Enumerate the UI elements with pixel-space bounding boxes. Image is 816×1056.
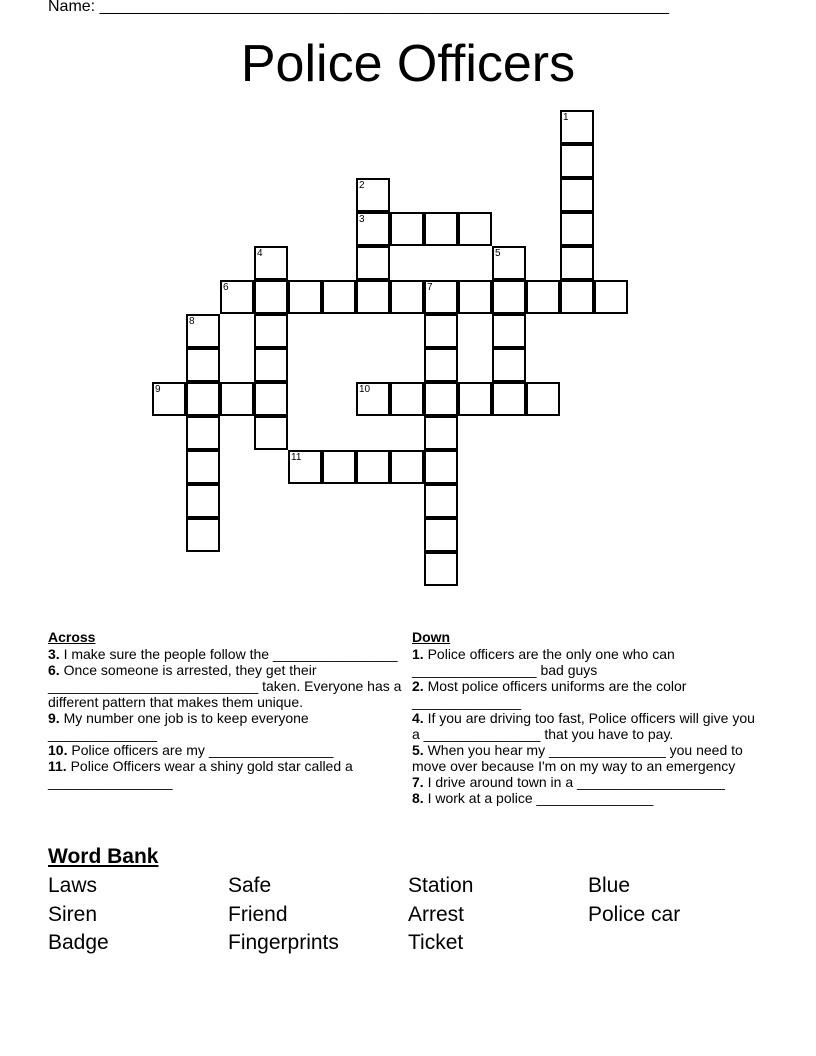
crossword-cell[interactable] — [560, 144, 594, 178]
crossword-cell[interactable] — [390, 280, 424, 314]
clue-number: 11. — [48, 758, 67, 774]
clue-down-1 — [412, 646, 762, 678]
across-heading: Across — [48, 629, 96, 645]
clue-number: 1. — [412, 646, 424, 662]
crossword-cell[interactable] — [186, 416, 220, 450]
clue-text: Once someone is arrested, they get their ___________________________ taken. Everyone has a different pattern that makes them unique. — [48, 662, 402, 710]
crossword-cell[interactable] — [560, 280, 594, 314]
clue-text: Most police officers uniforms are the color ______________ — [412, 678, 687, 710]
clue-number: 5. — [412, 742, 424, 758]
clue-across-11 — [48, 758, 403, 790]
crossword-cell[interactable] — [356, 450, 390, 484]
crossword-cell[interactable] — [424, 348, 458, 382]
crossword-cell[interactable] — [186, 348, 220, 382]
clue-number: 4. — [412, 710, 424, 726]
crossword-cell[interactable] — [424, 382, 458, 416]
clue-text: I work at a police _______________ — [427, 790, 654, 806]
clue-number-label: 7 — [427, 282, 433, 293]
crossword-cell[interactable] — [390, 212, 424, 246]
word-bank-item: Siren — [48, 903, 98, 926]
down-heading: Down — [412, 629, 451, 645]
clue-number-label: 9 — [155, 384, 161, 395]
clue-across-3 — [48, 646, 403, 662]
clue-number: 8. — [412, 790, 424, 806]
clue-text: I drive around town in a ___________________ — [427, 774, 725, 790]
clue-number: 2. — [412, 678, 424, 694]
crossword-cell[interactable] — [492, 280, 526, 314]
crossword-cell[interactable] — [186, 484, 220, 518]
crossword-cell[interactable] — [322, 280, 356, 314]
clue-number: 6. — [48, 662, 60, 678]
clue-down-4 — [412, 710, 762, 742]
clue-text: Police officers are the only one who can ________________ bad guys — [412, 646, 675, 678]
clue-text: My number one job is to keep everyone ______________ — [48, 710, 309, 742]
crossword-cell[interactable] — [152, 382, 186, 416]
clue-down-2 — [412, 678, 762, 710]
clue-number-label: 2 — [359, 180, 365, 191]
crossword-cell[interactable] — [458, 382, 492, 416]
clue-number-label: 10 — [359, 384, 371, 395]
clue-number-label: 6 — [223, 282, 229, 293]
crossword-cell[interactable] — [458, 280, 492, 314]
crossword-cell[interactable] — [220, 382, 254, 416]
clue-number-label: 11 — [291, 452, 302, 463]
clue-text: If you are driving too fast, Police officers will give you a _______________ that you have to pay. — [412, 710, 755, 742]
clue-number: 9. — [48, 710, 60, 726]
clue-text: Police officers are my ________________ — [71, 742, 334, 758]
crossword-cell[interactable] — [390, 450, 424, 484]
word-bank-item: Arrest — [408, 903, 465, 926]
crossword-cell[interactable] — [424, 450, 458, 484]
clue-down-7 — [412, 774, 762, 790]
crossword-cell[interactable] — [322, 450, 356, 484]
word-bank-item: Station — [408, 874, 474, 897]
clue-number: 3. — [48, 646, 60, 662]
crossword-cell[interactable] — [254, 348, 288, 382]
word-bank-item: Police car — [588, 903, 681, 926]
word-bank-item: Safe — [228, 874, 272, 897]
word-bank-item: Fingerprints — [228, 931, 339, 954]
clue-across-6 — [48, 662, 403, 710]
clue-number: 10. — [48, 742, 68, 758]
crossword-cell[interactable] — [356, 280, 390, 314]
crossword-cell[interactable] — [254, 382, 288, 416]
crossword-cell[interactable] — [186, 382, 220, 416]
clue-number: 7. — [412, 774, 424, 790]
crossword-cell[interactable] — [186, 314, 220, 348]
word-bank-item: Friend — [228, 903, 288, 926]
clue-down-8 — [412, 790, 762, 806]
clue-across-9 — [48, 710, 403, 742]
clue-across-10 — [48, 742, 403, 758]
crossword-cell[interactable] — [594, 280, 628, 314]
crossword-cell[interactable] — [186, 518, 220, 552]
clue-number-label: 8 — [189, 316, 195, 327]
crossword-cell[interactable] — [356, 178, 390, 212]
crossword-cell[interactable] — [424, 484, 458, 518]
crossword-cell[interactable] — [560, 178, 594, 212]
crossword-cell[interactable] — [390, 382, 424, 416]
clue-number-label: 5 — [495, 248, 501, 259]
crossword-cell[interactable] — [560, 212, 594, 246]
crossword-cell[interactable] — [254, 280, 288, 314]
crossword-cell[interactable] — [458, 212, 492, 246]
crossword-cell[interactable] — [424, 314, 458, 348]
crossword-cell[interactable] — [356, 246, 390, 280]
crossword-cell[interactable] — [254, 314, 288, 348]
crossword-cell[interactable] — [424, 518, 458, 552]
word-bank-item: Ticket — [408, 931, 464, 954]
crossword-cell[interactable] — [526, 280, 560, 314]
crossword-cell[interactable] — [424, 416, 458, 450]
clue-text: I make sure the people follow the ________________ — [63, 646, 398, 662]
crossword-cell[interactable] — [492, 348, 526, 382]
name-field[interactable]: Name: ________________________________________________________________ — [48, 0, 670, 15]
crossword-cell[interactable] — [526, 382, 560, 416]
clue-text: Police Officers wear a shiny gold star called a ________________ — [48, 758, 353, 790]
clue-down-5 — [412, 742, 762, 774]
page-title: Police Officers — [240, 35, 576, 93]
clue-number-label: 3 — [359, 214, 365, 225]
crossword-cell[interactable] — [424, 552, 458, 586]
crossword-cell[interactable] — [356, 212, 390, 246]
crossword-cell[interactable] — [288, 450, 322, 484]
crossword-cell[interactable] — [356, 382, 390, 416]
crossword-cell[interactable] — [492, 246, 526, 280]
crossword-cell[interactable] — [560, 110, 594, 144]
across-clues — [48, 628, 403, 790]
word-bank-item: Blue — [588, 874, 631, 897]
down-clues — [412, 628, 762, 806]
crossword-cell[interactable] — [560, 246, 594, 280]
crossword-cell[interactable] — [220, 280, 254, 314]
crossword-cell[interactable] — [424, 212, 458, 246]
clue-text: When you hear my _______________ you need to move over because I'm on my way to an emergency — [412, 742, 743, 774]
crossword-cell[interactable] — [424, 280, 458, 314]
clue-number-label: 4 — [257, 248, 263, 259]
crossword-cell[interactable] — [254, 246, 288, 280]
word-bank-title: Word Bank — [48, 845, 159, 868]
crossword-cell[interactable] — [492, 314, 526, 348]
word-bank-item: Laws — [48, 874, 98, 897]
crossword-cell[interactable] — [288, 280, 322, 314]
clue-number-label: 1 — [563, 112, 569, 123]
crossword-cell[interactable] — [492, 382, 526, 416]
crossword-cell[interactable] — [254, 416, 288, 450]
crossword-cell[interactable] — [186, 450, 220, 484]
word-bank-item: Badge — [48, 931, 109, 954]
